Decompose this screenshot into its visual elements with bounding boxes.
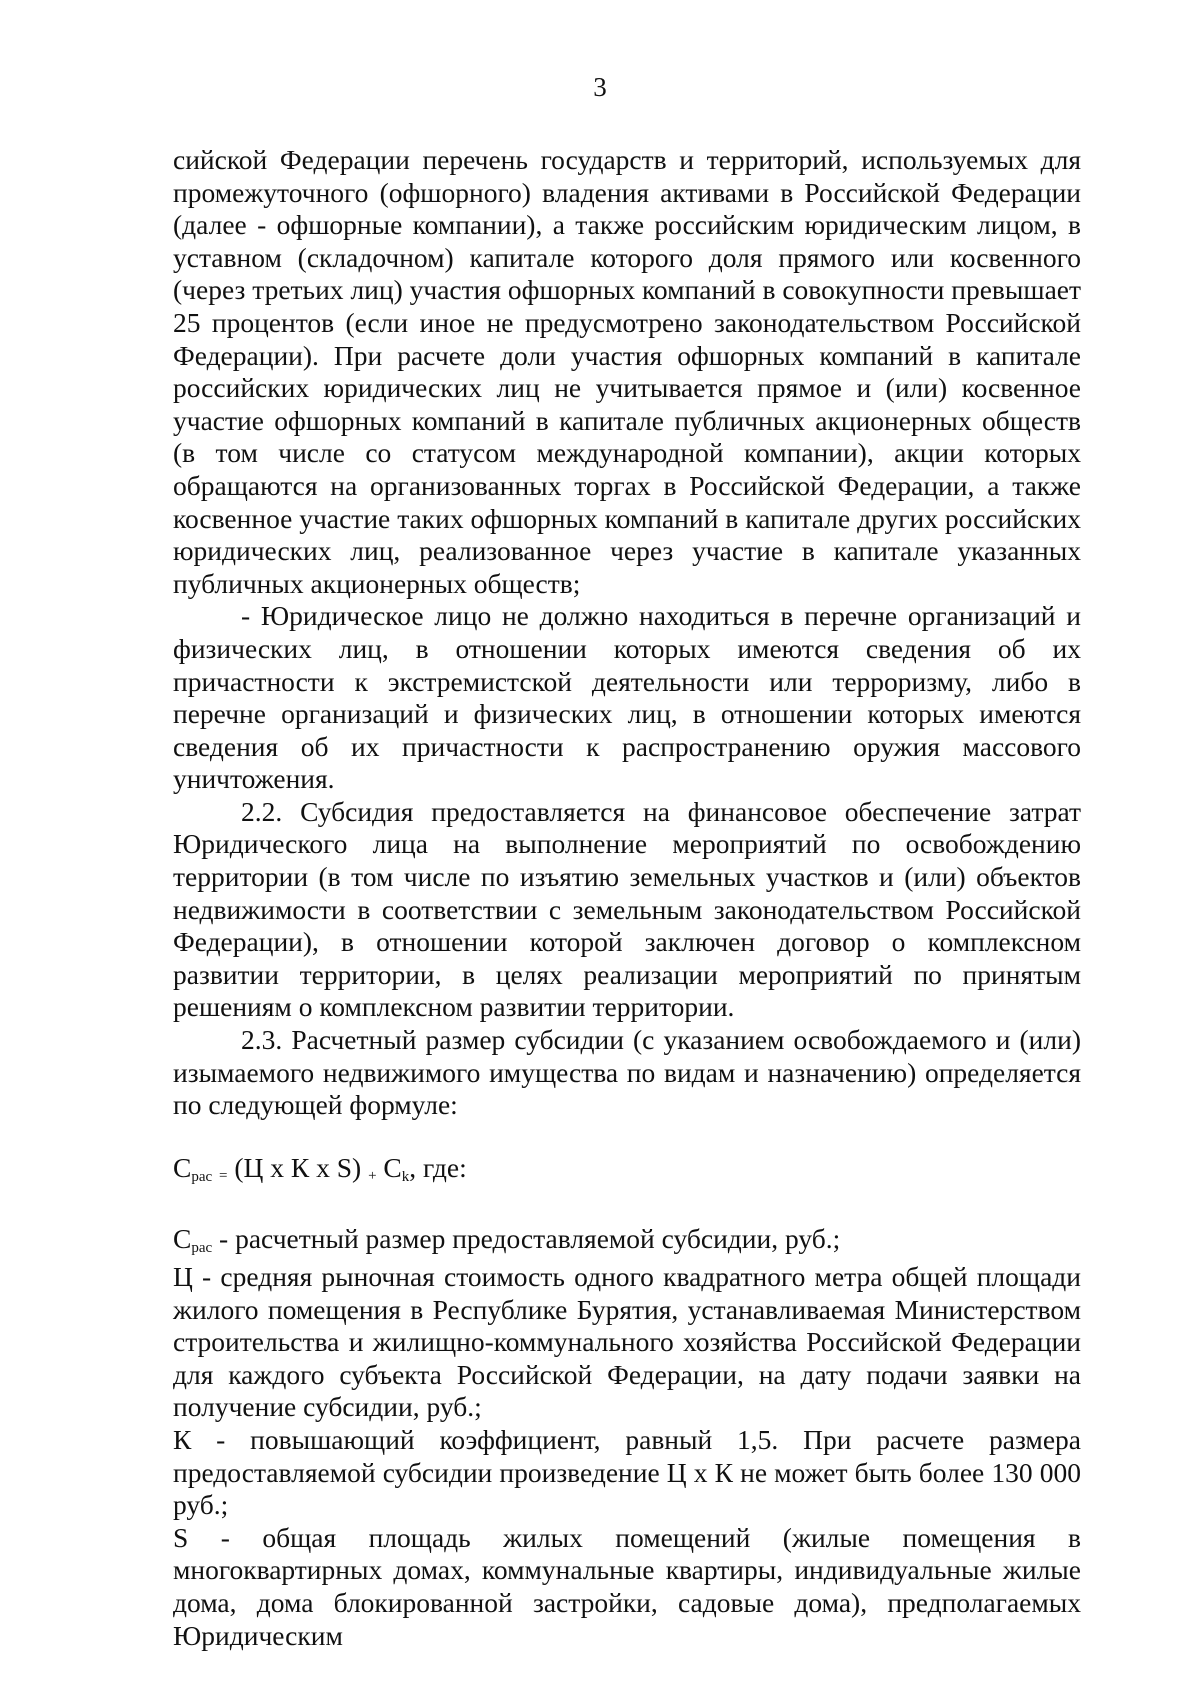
definition-ts: Ц - средняя рыночная стоимость одного квадратного метра общей площади жилого помещения в Республике Бурятия, устанавливаемая Министерством строительства и жилищно-коммунального хозяйства Российской Федерации для каждого субъекта Российской Федерации, на дату подачи заявки на получение субсидии, руб.;: [173, 1261, 1081, 1423]
def-crac-c: С: [173, 1223, 192, 1255]
formula-plus: +: [368, 1167, 377, 1184]
formula-k-subscript: k: [401, 1168, 410, 1185]
page-number: 3: [593, 72, 607, 102]
paragraph-offshore: сийской Федерации перечень государств и территорий, используемых для промежуточного (офшорного) владения активами в Российской Федерации (далее - офшорные компании), а также российским юридическим лицом, в уставном (складочном) капитале которого доля прямого или косвенного (через третьих лиц) участия офшорных компаний в совокупности превышает 25 процентов (если иное не предусмотрено законодательством Российской Федерации). При расчете доли участия офшорных компаний в капитале российских юридических лиц не учитывается прямое и (или) косвенное участие офшорных компаний в капитале публичных акционерных обществ (в том числе со статусом международной компании), акции которых обращаются на организованных торгах в Российской Федерации, а также косвенное участие таких офшорных компаний в капитале других российских юридических лиц, реализованное через участие в капитале указанных публичных акционерных обществ;: [173, 144, 1081, 599]
formula-tail: , где:: [409, 1151, 467, 1183]
definition-s: S - общая площадь жилых помещений (жилые помещения в многоквартирных домах, коммунальные квартиры, индивидуальные жилые дома, дома блокированной застройки, садовые дома), предполагаемых Юридическим: [173, 1521, 1081, 1651]
formula-equals: =: [219, 1167, 228, 1184]
paragraph-extremism: - Юридическое лицо не должно находиться в перечне организаций и физических лиц, в отношении которых имеются сведения об их причастности к экстремистской деятельности или терроризму, либо в перечне организаций и физических лиц, в отношении которых имеются сведения об их причастности к распространению оружия массового уничтожения.: [173, 600, 1081, 795]
formula-c: С: [173, 1151, 192, 1183]
formula-c2: С: [383, 1151, 402, 1183]
formula-middle: (Ц х К х S): [234, 1151, 362, 1183]
formula-rac-subscript: рас: [191, 1168, 213, 1185]
definition-crac: [173, 1223, 1081, 1261]
document-body: [173, 144, 1081, 1652]
paragraph-2-2: 2.2. Субсидия предоставляется на финансовое обеспечение затрат Юридического лица на выполнение мероприятий по освобождению территории (в том числе по изъятию земельных участков и (или) объектов недвижимости в соответствии с земельным законодательством Российской Федерации), в отношении которой заключен договор о комплексном развитии территории, в целях реализации мероприятий по принятым решениям о комплексном развитии территории.: [173, 795, 1081, 1023]
subsidy-formula: [173, 1152, 1081, 1190]
def-crac-text: - расчетный размер предоставляемой субсидии, руб.;: [212, 1223, 841, 1255]
definition-k: К - повышающий коэффициент, равный 1,5. При расчете размера предоставляемой субсидии произведение Ц х К не может быть более 130 000 руб.;: [173, 1423, 1081, 1521]
def-crac-subscript: рас: [191, 1240, 213, 1257]
paragraph-2-3: 2.3. Расчетный размер субсидии (с указанием освобождаемого и (или) изымаемого недвижимого имущества по видам и назначению) определяется по следующей формуле:: [173, 1024, 1081, 1121]
